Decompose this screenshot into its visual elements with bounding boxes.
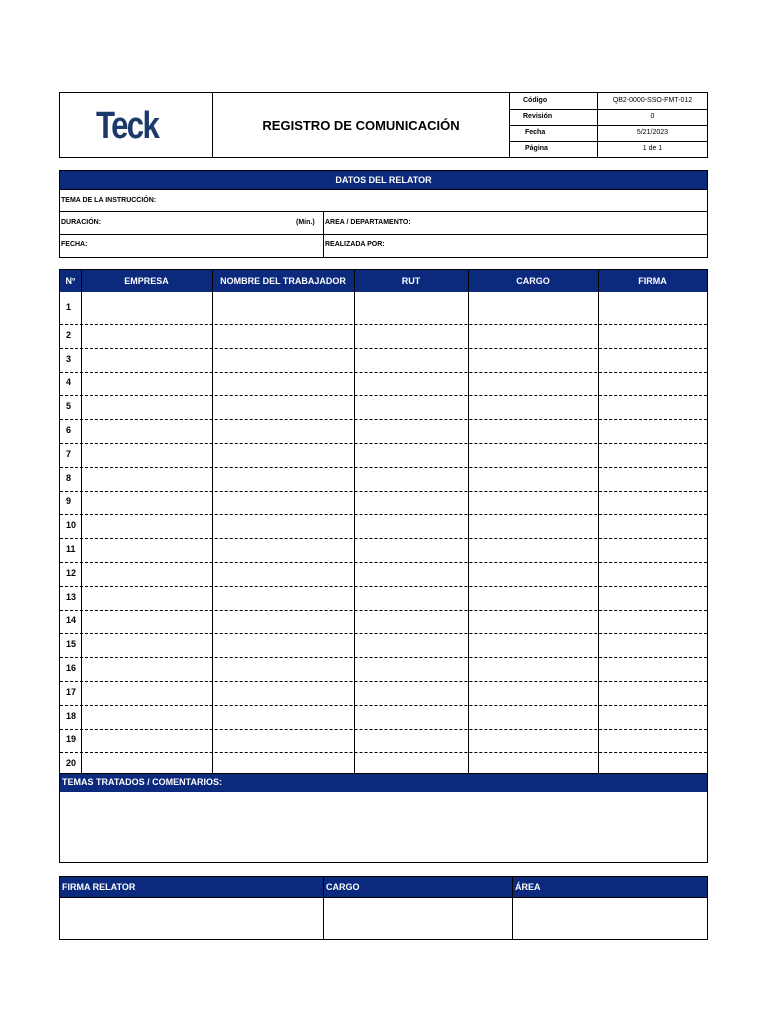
col-empresa-cell[interactable] <box>82 395 212 419</box>
col-numero-header: N° <box>65 276 76 286</box>
document-title: REGISTRO DE COMUNICACIÓN <box>262 117 460 133</box>
table-row <box>60 633 707 657</box>
col-firma-cell[interactable] <box>599 514 707 538</box>
col-firma-cell[interactable] <box>599 443 707 467</box>
col-nombre-trabajador-cell[interactable] <box>213 562 354 586</box>
col-firma-cell[interactable] <box>599 562 707 586</box>
col-rut-cell[interactable] <box>355 443 468 467</box>
col-rut-cell[interactable] <box>355 562 468 586</box>
meta-value: QB2-0000-SSO-FMT-012 <box>612 97 693 104</box>
col-rut-cell[interactable] <box>355 467 468 491</box>
col-empresa-cell[interactable] <box>82 610 212 634</box>
meta-key: Código <box>510 93 598 109</box>
col-firma-cell[interactable] <box>599 657 707 681</box>
col-nombre-trabajador-cell[interactable] <box>213 633 354 657</box>
col-firma-cell[interactable] <box>599 681 707 705</box>
meta-value: 1 de 1 <box>642 145 663 152</box>
document-header <box>59 92 708 158</box>
col-firma-cell[interactable] <box>599 348 707 372</box>
row-number: 17 <box>66 686 77 697</box>
col-nombre-trabajador-cell[interactable] <box>213 705 354 729</box>
col-nombre-trabajador-cell[interactable] <box>213 681 354 705</box>
meta-row-revision <box>510 109 707 126</box>
col-rut-cell[interactable] <box>355 633 468 657</box>
col-empresa-header: EMPRESA <box>124 276 169 286</box>
row-number: 15 <box>66 639 77 650</box>
col-cargo-cell[interactable] <box>469 610 598 634</box>
col-firma-cell[interactable] <box>599 395 707 419</box>
meta-row-fecha <box>510 125 707 142</box>
row-number: 20 <box>66 758 77 769</box>
col-empresa-cell[interactable] <box>82 752 212 776</box>
col-firma-cell[interactable] <box>599 586 707 610</box>
col-nombre-trabajador-cell[interactable] <box>213 443 354 467</box>
col-empresa-cell[interactable] <box>82 705 212 729</box>
col-rut-cell[interactable] <box>355 729 468 753</box>
table-row <box>60 586 707 610</box>
col-rut-cell[interactable] <box>355 705 468 729</box>
col-nombre-trabajador-cell[interactable] <box>213 538 354 562</box>
col-cargo-cell[interactable] <box>469 657 598 681</box>
col-firma-cell[interactable] <box>599 419 707 443</box>
table-row <box>60 729 707 753</box>
meta-row-pagina <box>510 141 707 157</box>
col-rut-cell[interactable] <box>355 681 468 705</box>
row-number: 11 <box>66 544 76 555</box>
row-number: 2 <box>66 329 72 340</box>
col-cargo-cell[interactable] <box>469 705 598 729</box>
col-nombre-trabajador-cell[interactable] <box>213 395 354 419</box>
row-number: 6 <box>66 425 72 436</box>
col-firma-header: FIRMA <box>638 276 667 286</box>
row-number: 19 <box>66 734 77 745</box>
table-row <box>60 681 707 705</box>
col-cargo-cell[interactable] <box>469 538 598 562</box>
col-rut-cell[interactable] <box>355 348 468 372</box>
col-cargo-cell[interactable] <box>469 729 598 753</box>
meta-row-codigo <box>510 93 707 110</box>
col-empresa-cell[interactable] <box>82 324 212 348</box>
table-row <box>60 491 707 515</box>
table-row <box>60 610 707 634</box>
col-empresa-cell[interactable] <box>82 514 212 538</box>
col-nombre-trabajador-cell[interactable] <box>213 419 354 443</box>
col-nombre-trabajador-header: NOMBRE DEL TRABAJADOR <box>220 276 346 286</box>
firma-area-label: ÁREA <box>515 882 541 892</box>
col-nombre-trabajador-cell[interactable] <box>213 752 354 776</box>
col-firma-cell[interactable] <box>599 610 707 634</box>
table-row <box>60 705 707 729</box>
firma-relator-label: FIRMA RELATOR <box>62 882 136 892</box>
col-empresa-cell[interactable] <box>82 443 212 467</box>
meta-value: 0 <box>650 113 655 120</box>
row-number: 5 <box>66 401 72 412</box>
col-cargo-cell[interactable] <box>469 491 598 515</box>
col-nombre-trabajador-cell[interactable] <box>213 610 354 634</box>
table-row <box>60 467 707 491</box>
col-cargo-cell[interactable] <box>469 419 598 443</box>
col-cargo-cell[interactable] <box>469 752 598 776</box>
comentarios-section <box>59 774 708 863</box>
col-nombre-trabajador-cell[interactable] <box>213 729 354 753</box>
attendance-table <box>59 269 708 774</box>
col-firma-cell[interactable] <box>599 705 707 729</box>
col-empresa-cell[interactable] <box>82 538 212 562</box>
firma-header <box>60 877 707 897</box>
title-cell <box>213 93 510 157</box>
row-number: 4 <box>66 377 72 388</box>
row-number: 12 <box>66 567 77 578</box>
col-nombre-trabajador-cell[interactable] <box>213 657 354 681</box>
col-empresa-cell[interactable] <box>82 729 212 753</box>
duracion-unit: (Min.) <box>296 219 315 226</box>
col-cargo-cell[interactable] <box>469 292 598 324</box>
col-cargo-cell[interactable] <box>469 586 598 610</box>
col-firma-cell[interactable] <box>599 729 707 753</box>
meta-key: Revisión <box>510 109 598 125</box>
table-row <box>60 514 707 538</box>
col-firma-cell[interactable] <box>599 633 707 657</box>
table-row <box>60 419 707 443</box>
col-rut-cell[interactable] <box>355 324 468 348</box>
col-empresa-cell[interactable] <box>82 562 212 586</box>
col-cargo-cell[interactable] <box>469 514 598 538</box>
table-row <box>60 292 707 324</box>
col-nombre-trabajador-cell[interactable] <box>213 467 354 491</box>
meta-key: Página <box>510 141 598 157</box>
row-number: 13 <box>66 591 77 602</box>
col-rut-cell[interactable] <box>355 610 468 634</box>
col-firma-cell[interactable] <box>599 324 707 348</box>
col-rut-cell[interactable] <box>355 491 468 515</box>
col-firma-cell[interactable] <box>599 292 707 324</box>
col-empresa-cell[interactable] <box>82 657 212 681</box>
col-nombre-trabajador-cell[interactable] <box>213 372 354 396</box>
col-rut-cell[interactable] <box>355 586 468 610</box>
firma-cargo-label: CARGO <box>326 882 360 892</box>
table-row <box>60 538 707 562</box>
row-number: 10 <box>66 520 77 531</box>
col-cargo-cell[interactable] <box>469 467 598 491</box>
meta-key: Fecha <box>510 125 598 141</box>
col-empresa-cell[interactable] <box>82 467 212 491</box>
col-cargo-cell[interactable] <box>469 633 598 657</box>
col-empresa-cell[interactable] <box>82 348 212 372</box>
col-rut-cell[interactable] <box>355 292 468 324</box>
col-cargo-cell[interactable] <box>469 681 598 705</box>
meta-value: 5/21/2023 <box>636 129 669 136</box>
col-firma-cell[interactable] <box>599 372 707 396</box>
col-empresa-cell[interactable] <box>82 633 212 657</box>
table-row <box>60 372 707 396</box>
col-cargo-header: CARGO <box>516 276 550 286</box>
col-cargo-cell[interactable] <box>469 348 598 372</box>
table-row <box>60 348 707 372</box>
row-number: 3 <box>66 353 72 364</box>
col-cargo-cell[interactable] <box>469 443 598 467</box>
col-empresa-cell[interactable] <box>82 419 212 443</box>
table-row <box>60 395 707 419</box>
col-cargo-cell[interactable] <box>469 562 598 586</box>
col-rut-cell[interactable] <box>355 419 468 443</box>
col-firma-cell[interactable] <box>599 752 707 776</box>
logo-cell <box>60 93 213 157</box>
col-firma-cell[interactable] <box>599 491 707 515</box>
area-label: AREA / DEPARTAMENTO: <box>325 219 411 226</box>
col-cargo-cell[interactable] <box>469 395 598 419</box>
col-firma-cell[interactable] <box>599 538 707 562</box>
col-cargo-cell[interactable] <box>469 324 598 348</box>
col-firma-cell[interactable] <box>599 467 707 491</box>
col-nombre-trabajador-cell[interactable] <box>213 586 354 610</box>
col-nombre-trabajador-cell[interactable] <box>213 514 354 538</box>
table-row <box>60 324 707 348</box>
table-row <box>60 443 707 467</box>
duracion-label: DURACIÓN: <box>61 219 102 226</box>
col-nombre-trabajador-cell[interactable] <box>213 324 354 348</box>
col-empresa-cell[interactable] <box>82 372 212 396</box>
row-number: 1 <box>66 302 72 312</box>
col-empresa-cell[interactable] <box>82 586 212 610</box>
col-rut-cell[interactable] <box>355 657 468 681</box>
row-number: 9 <box>66 496 72 507</box>
col-empresa-cell[interactable] <box>82 292 212 324</box>
fecha-label: FECHA: <box>61 241 88 248</box>
col-cargo-cell[interactable] <box>469 372 598 396</box>
col-rut-cell[interactable] <box>355 395 468 419</box>
col-nombre-trabajador-cell[interactable] <box>213 348 354 372</box>
col-empresa-cell[interactable] <box>82 681 212 705</box>
col-nombre-trabajador-cell[interactable] <box>213 292 354 324</box>
table-row <box>60 562 707 586</box>
col-rut-header: RUT <box>401 276 421 286</box>
col-rut-cell[interactable] <box>355 752 468 776</box>
firma-section <box>59 876 708 940</box>
row-number: 18 <box>66 710 77 721</box>
col-rut-cell[interactable] <box>355 538 468 562</box>
table-row <box>60 657 707 681</box>
col-rut-cell[interactable] <box>355 514 468 538</box>
tema-label: TEMA DE LA INSTRUCCIÓN: <box>61 197 157 204</box>
row-number: 8 <box>66 472 72 483</box>
table-row <box>60 752 707 776</box>
row-number: 7 <box>66 448 72 459</box>
teck-logo: Teck <box>96 105 159 147</box>
row-number: 14 <box>66 615 77 626</box>
realizada-label: REALIZADA POR: <box>325 241 385 248</box>
relator-header: DATOS DEL RELATOR <box>60 171 707 189</box>
relator-section <box>59 170 708 258</box>
col-rut-cell[interactable] <box>355 372 468 396</box>
col-nombre-trabajador-cell[interactable] <box>213 491 354 515</box>
comentarios-header: TEMAS TRATADOS / COMENTARIOS: <box>60 774 707 792</box>
table-header <box>60 270 707 292</box>
col-empresa-cell[interactable] <box>82 491 212 515</box>
row-number: 16 <box>66 663 77 674</box>
